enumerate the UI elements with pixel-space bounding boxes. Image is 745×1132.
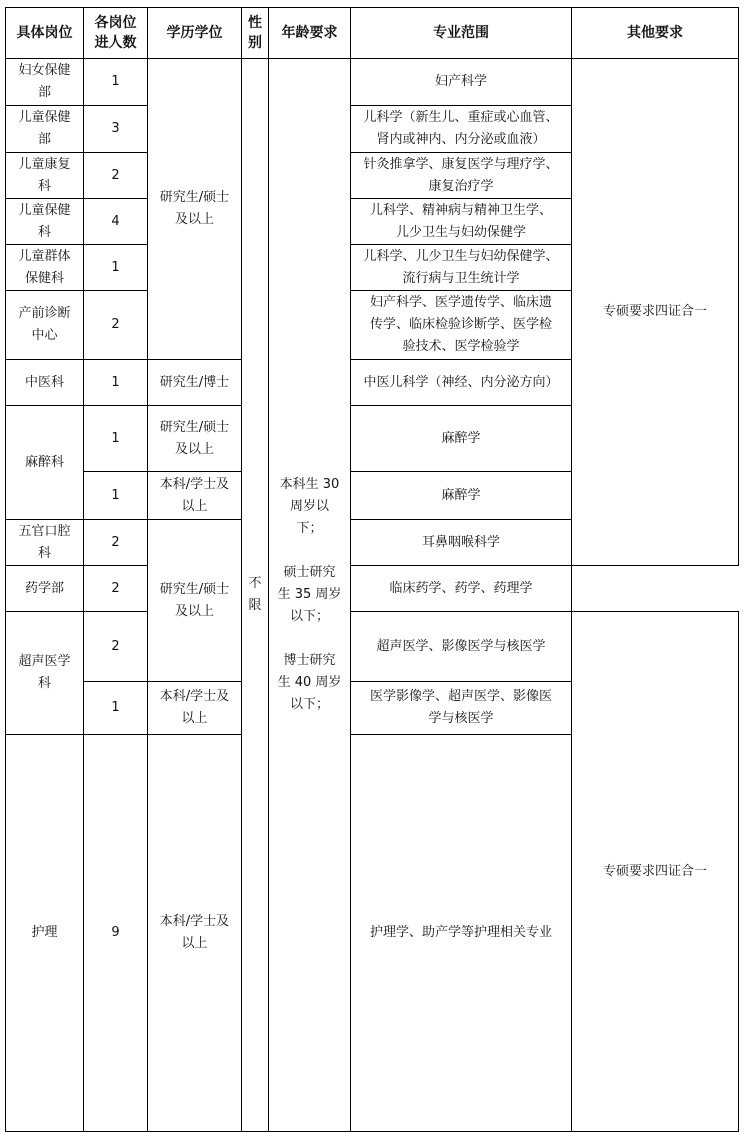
education-text: 研究生/博士 [159,374,230,390]
position-cell [6,566,84,612]
major-cell [351,360,572,406]
position-cell [6,406,84,520]
major-cell [351,106,572,153]
major-cell [351,406,572,472]
major-cell [351,245,572,291]
position-cell [6,106,84,153]
other-text: 专硕要求四证合一 [602,304,707,319]
header-count-text: 各岗位 进人数 [94,15,137,51]
position-text: 儿童康复 科 [18,156,71,194]
major-text: 耳鼻咽喉科学 [421,534,500,550]
recruitment-table [5,7,739,1132]
position-text: 中医科 [24,374,64,390]
table-row [6,59,739,106]
header-age: 年龄要求 [269,8,351,59]
major-text: 妇产科学、医学遗传学、临床遗 传学、临床检验诊断学、医学检 验技术、医学检验学 [369,295,552,354]
age-cell [269,59,351,1132]
major-text: 医学影像学、超声医学、影像医 学与核医学 [369,689,552,726]
position-text: 儿童保健 科 [18,202,71,240]
gender-text: 不 限 [248,576,262,613]
header-major: 专业范围 [351,8,572,59]
position-text: 护理 [31,925,58,940]
gender-cell [242,59,269,1132]
header-other: 其他要求 [572,8,739,59]
education-cell [148,406,242,472]
count-cell: 2 [84,612,148,682]
position-cell [6,520,84,566]
major-text: 临床药学、药学、药理学 [389,580,533,596]
position-cell [6,291,84,360]
education-text: 研究生/硕士 及以上 [159,419,230,457]
major-text: 针灸推拿学、康复医学与理疗学、 康复治疗学 [363,156,559,194]
education-cell [148,682,242,735]
count-cell: 2 [84,153,148,199]
education-cell [148,472,242,520]
education-text: 本科/学士及 以上 [159,914,230,951]
count-cell: 1 [84,406,148,472]
education-cell [148,59,242,360]
count-cell: 3 [84,106,148,153]
count-cell: 2 [84,566,148,612]
count-cell: 1 [84,472,148,520]
other-cell [572,612,739,1132]
education-cell [148,360,242,406]
major-text: 麻醉学 [441,430,481,446]
education-text: 本科/学士及 以上 [159,476,230,514]
count-cell: 1 [84,59,148,106]
major-cell [351,682,572,735]
major-text: 妇产科学 [434,74,487,89]
major-cell [351,735,572,1132]
header-position: 具体岗位 [6,8,84,59]
count-cell: 1 [84,682,148,735]
position-cell [6,59,84,106]
position-text: 儿童群体 保健科 [18,248,71,286]
count-cell: 1 [84,245,148,291]
count-cell: 1 [84,360,148,406]
major-cell [351,59,572,106]
other-cell [572,59,739,566]
major-text: 护理学、助产学等护理相关专业 [369,925,552,940]
education-text: 研究生/硕士 及以上 [159,190,230,227]
major-cell [351,199,572,245]
count-cell: 9 [84,735,148,1132]
position-text: 儿童保健 部 [18,110,71,147]
major-text: 麻醉学 [441,487,481,503]
position-text: 超声医学 科 [18,654,71,691]
table-row [6,566,739,612]
major-cell [351,291,572,360]
position-cell [6,360,84,406]
position-cell [6,245,84,291]
header-row [6,8,739,59]
header-gender-text: 性 别 [248,15,262,51]
position-text: 药学部 [24,580,64,596]
position-cell [6,199,84,245]
education-text: 研究生/硕士 及以上 [159,581,230,619]
age-text: 本科生 30 周岁以 下； 硕士研究 生 35 周岁 以下； 博士研究 生 40 周岁 以下； [277,477,342,712]
position-cell [6,153,84,199]
major-cell [351,153,572,199]
header-count [84,8,148,59]
major-text: 超声医学、影像医学与核医学 [376,638,546,654]
count-cell: 4 [84,199,148,245]
major-cell [351,566,572,612]
header-gender [242,8,269,59]
education-cell [148,520,242,682]
count-cell: 2 [84,291,148,360]
position-text: 妇女保健 部 [18,63,71,100]
count-cell: 2 [84,520,148,566]
header-education: 学历学位 [148,8,242,59]
major-cell [351,612,572,682]
table-row [6,612,739,682]
position-cell [6,735,84,1132]
position-text: 麻醉科 [24,454,64,470]
position-cell [6,612,84,735]
major-text: 儿科学、精神病与精神卫生学、 儿少卫生与妇幼保健学 [369,202,552,240]
position-text: 五官口腔 科 [18,523,71,561]
major-text: 儿科学、儿少卫生与妇幼保健学、 流行病与卫生统计学 [363,248,559,286]
education-text: 本科/学士及 以上 [159,689,230,726]
education-cell [148,735,242,1132]
major-text: 儿科学（新生儿、重症或心血管、 肾内或神内、内分泌或血液） [363,110,559,147]
major-cell [351,520,572,566]
major-text: 中医儿科学（神经、内分泌方向） [363,374,559,390]
major-cell [351,472,572,520]
other-text: 专硕要求四证合一 [602,863,707,879]
position-text: 产前诊断 中心 [18,306,71,343]
